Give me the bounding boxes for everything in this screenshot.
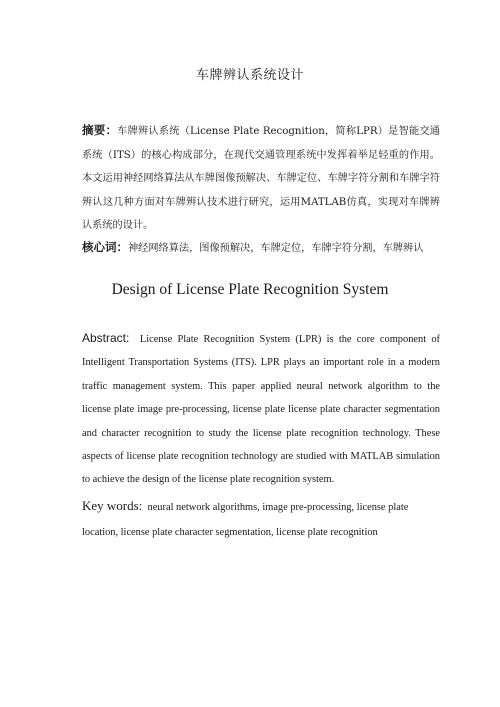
chinese-title: 车牌辨认系统设计	[195, 68, 304, 83]
english-keywords-label: Key words:	[82, 498, 143, 513]
english-keywords	[82, 493, 444, 545]
english-abstract	[82, 327, 440, 492]
english-keywords-text: neural network algorithms, image pre-processing, license plate location, license plate character segmentation, license plate recognition	[82, 502, 409, 538]
chinese-abstract-label: 摘要：	[82, 123, 118, 137]
chinese-abstract	[82, 119, 440, 238]
chinese-keywords-label: 核心词：	[82, 240, 128, 254]
english-abstract-text: License Plate Recognition System (LPR) is the core component of Intelligent Transportation Systems (ITS). LPR plays an important role in a modern traffic management system. This paper applied neural network algorithm to the license plate image pre-processing, license plate license plate character segmentation and character recognition to study the license plate recognition technology. These aspects of license plate recognition technology are studied with MATLAB simulation to achieve the design of the license plate recognition system.	[82, 334, 440, 486]
english-title: Design of License Plate Recognition System	[111, 281, 389, 298]
english-abstract-label: Abstract:	[82, 331, 130, 345]
chinese-keywords-text: 神经网络算法，图像预解决，车牌定位，车牌字符分割，车牌辨认	[128, 243, 424, 254]
chinese-keywords	[82, 237, 442, 259]
chinese-abstract-text: 车牌辨认系统（License Plate Recognition，简称LPR）是智能交通系统（ITS）的核心构成部分，在现代交通管理系统中发挥着举足轻重的作用。本文运用神经网络算法从车牌图像预解决、车牌定位、车牌字符分割和车牌字符辨认这几种方面对车牌辨认技术进行研究，运用MATLAB仿真，实现对车牌辨认系统的设计。	[82, 126, 440, 232]
